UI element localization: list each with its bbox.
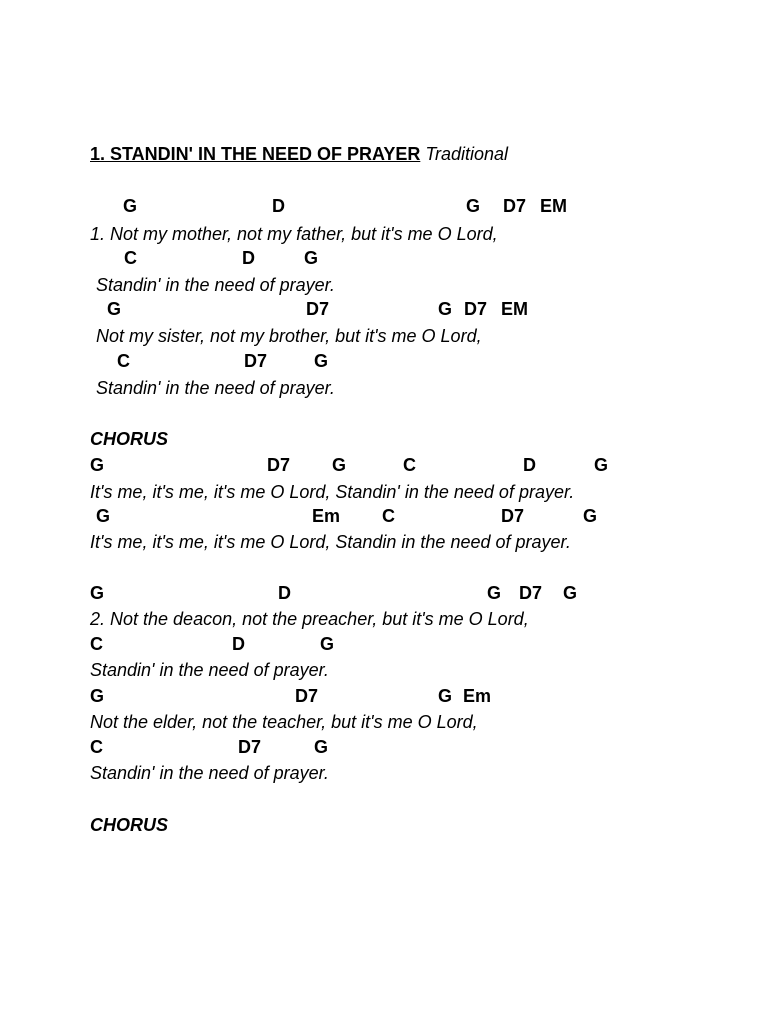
lyric-line: It's me, it's me, it's me O Lord, Standin' in the need of prayer.: [90, 482, 575, 502]
chord: G: [314, 351, 329, 371]
chord: G: [90, 583, 105, 603]
lyric-line: Not my sister, not my brother, but it's me O Lord,: [96, 326, 482, 346]
chord: G: [320, 634, 335, 654]
chord: D: [523, 455, 536, 475]
chord: D7: [519, 583, 543, 603]
song-attribution: Traditional: [425, 144, 509, 164]
chord-row: [0, 248, 768, 272]
chord-row: [0, 455, 768, 479]
chord: G: [96, 506, 111, 526]
chord: G: [438, 299, 453, 319]
chord: D: [242, 248, 255, 268]
chord-row: [0, 506, 768, 530]
chord: D7: [295, 686, 319, 706]
chord: C: [117, 351, 130, 371]
chord: G: [90, 455, 105, 475]
song-title: 1. STANDIN' IN THE NEED OF PRAYER: [90, 144, 421, 164]
chord: G: [314, 737, 329, 757]
lyric-line: Standin' in the need of prayer.: [90, 660, 329, 680]
chord: D7: [464, 299, 488, 319]
chord: EM: [501, 299, 528, 319]
chord: G: [304, 248, 319, 268]
chord: G: [107, 299, 122, 319]
chord: G: [466, 196, 481, 216]
chord: D7: [238, 737, 262, 757]
lyric-line: 1. Not my mother, not my father, but it's me O Lord,: [90, 224, 498, 244]
chord: D: [232, 634, 245, 654]
chord-row: [0, 686, 768, 710]
lyric-line: Standin' in the need of prayer.: [90, 763, 329, 783]
chord: D: [272, 196, 285, 216]
chorus-heading: CHORUS: [90, 815, 169, 835]
chord: Em: [463, 686, 492, 706]
chord-row: [0, 634, 768, 658]
chord: C: [382, 506, 395, 526]
chord-row: [0, 583, 768, 607]
chord: G: [594, 455, 609, 475]
chord: C: [90, 737, 103, 757]
chord: D7: [244, 351, 268, 371]
chord: Em: [312, 506, 341, 526]
chord-row: [0, 299, 768, 323]
lyric-line: It's me, it's me, it's me O Lord, Standin in the need of prayer.: [90, 532, 571, 552]
chord-row: [0, 196, 768, 220]
chord: EM: [540, 196, 567, 216]
chord: G: [438, 686, 453, 706]
lyric-line: Standin' in the need of prayer.: [96, 378, 335, 398]
chord: C: [403, 455, 416, 475]
chord: G: [583, 506, 598, 526]
chorus-heading: CHORUS: [90, 429, 169, 449]
chord: C: [90, 634, 103, 654]
lyric-line: Not the elder, not the teacher, but it's me O Lord,: [90, 712, 478, 732]
lyric-line: 2. Not the deacon, not the preacher, but it's me O Lord,: [90, 609, 529, 629]
chord: D: [278, 583, 291, 603]
chord-row: [0, 737, 768, 761]
chord: G: [332, 455, 347, 475]
chord: D7: [306, 299, 330, 319]
chord: C: [124, 248, 137, 268]
chord: D7: [503, 196, 527, 216]
lyric-line: Standin' in the need of prayer.: [96, 275, 335, 295]
song-title-line: [90, 144, 508, 165]
chord: G: [487, 583, 502, 603]
chord: G: [90, 686, 105, 706]
chord: D7: [267, 455, 291, 475]
chord: G: [563, 583, 578, 603]
chord: G: [123, 196, 138, 216]
chord-row: [0, 351, 768, 375]
chord: D7: [501, 506, 525, 526]
